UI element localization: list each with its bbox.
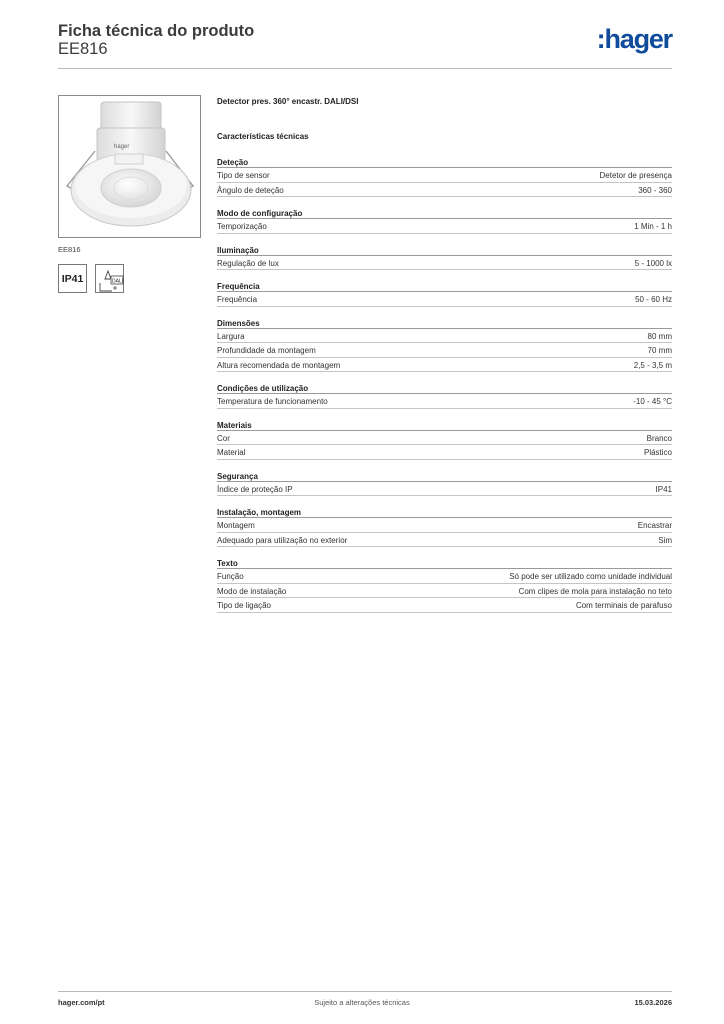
product-code: EE816 xyxy=(58,40,108,58)
spec-label: Cor xyxy=(217,433,230,443)
spec-value: Com terminais de parafuso xyxy=(575,601,672,610)
spec-label: Altura recomendada de montagem xyxy=(217,360,341,370)
spec-row xyxy=(217,358,672,373)
spec-value: 70 mm xyxy=(647,346,672,355)
section-title: Dimensões xyxy=(217,318,672,329)
spec-value: Plástico xyxy=(643,448,672,457)
spec-value: IP41 xyxy=(655,484,672,494)
spec-section xyxy=(217,157,672,197)
spec-section xyxy=(217,383,672,409)
section-title: Iluminação xyxy=(217,245,672,256)
section-title: Modo de configuração xyxy=(217,208,672,219)
spec-row xyxy=(217,183,672,198)
section-title: Condições de utilização xyxy=(217,383,672,394)
spec-label: Frequência xyxy=(217,295,258,304)
spec-row xyxy=(217,343,672,358)
spec-label: Material xyxy=(217,448,246,457)
spec-row xyxy=(217,584,672,599)
spec-row xyxy=(217,569,672,584)
spec-label: Tipo de ligação xyxy=(217,601,271,610)
spec-row xyxy=(217,168,672,183)
spec-value: Só pode ser utilizado como unidade individual xyxy=(509,572,672,581)
spec-section xyxy=(217,318,672,373)
spec-label: Tipo de sensor xyxy=(217,171,270,180)
svg-text:DALI: DALI xyxy=(112,278,124,285)
spec-value: Branco xyxy=(646,433,672,443)
spec-label: Modo de instalação xyxy=(217,586,287,596)
spec-section xyxy=(217,208,672,234)
section-title: Deteção xyxy=(217,157,672,168)
spec-value: Sim xyxy=(658,535,672,545)
svg-text:hager: hager xyxy=(114,144,130,150)
spec-section xyxy=(217,507,672,547)
spec-label: Regulação de lux xyxy=(217,258,279,268)
section-title: Texto xyxy=(217,558,672,569)
dali-certification-icon xyxy=(95,264,124,293)
presence-detector-image xyxy=(59,96,202,239)
spec-label: Ângulo de deteção xyxy=(217,185,284,195)
spec-row xyxy=(217,256,672,271)
spec-row xyxy=(217,394,672,409)
hager-logo: :hager xyxy=(596,24,672,54)
spec-row xyxy=(217,445,672,460)
spec-label: Largura xyxy=(217,331,245,341)
spec-label: Temporização xyxy=(217,222,267,231)
footer-date: 15.03.2026 xyxy=(634,998,672,1007)
spec-section xyxy=(217,420,672,460)
spec-row xyxy=(217,482,672,497)
spec-section xyxy=(217,558,672,613)
section-title: Segurança xyxy=(217,471,672,482)
spec-row xyxy=(217,518,672,533)
spec-sections xyxy=(217,157,672,613)
spec-label: Montagem xyxy=(217,521,255,530)
spec-section xyxy=(217,281,672,307)
spec-label: Temperatura de funcionamento xyxy=(217,397,328,406)
spec-label: Adequado para utilização no exterior xyxy=(217,535,348,545)
spec-label: Índice de proteção IP xyxy=(217,484,293,494)
footer-website: hager.com/pt xyxy=(58,998,105,1007)
spec-value: 50 - 60 Hz xyxy=(635,295,672,304)
spec-row xyxy=(217,292,672,307)
footer-divider xyxy=(58,991,672,992)
spec-row xyxy=(217,219,672,234)
spec-section xyxy=(217,245,672,271)
section-title: Materiais xyxy=(217,420,672,431)
spec-label: Função xyxy=(217,572,244,581)
header-divider xyxy=(58,68,672,69)
spec-value: Detetor de presença xyxy=(599,171,672,180)
spec-value: 360 - 360 xyxy=(638,185,672,195)
page-title: Ficha técnica do produto xyxy=(58,22,255,40)
product-image-caption: EE816 xyxy=(58,245,81,254)
ip-rating-badge: IP41 xyxy=(58,264,87,293)
spec-value: 5 - 1000 lx xyxy=(634,258,672,268)
spec-value: -10 - 45 °C xyxy=(633,397,672,406)
footer-notice: Sujeito a alterações técnicas xyxy=(314,998,410,1007)
section-title: Instalação, montagem xyxy=(217,507,672,518)
product-image xyxy=(58,95,201,238)
spec-label: Profundidade da montagem xyxy=(217,346,316,355)
spec-value: Encastrar xyxy=(637,521,672,530)
spec-section xyxy=(217,471,672,497)
spec-row xyxy=(217,329,672,344)
spec-row xyxy=(217,598,672,613)
spec-value: 80 mm xyxy=(647,331,672,341)
product-description: Detector pres. 360° encastr. DALI/DSI xyxy=(217,97,359,106)
spec-panel xyxy=(217,96,672,613)
spec-row xyxy=(217,533,672,548)
spec-heading: Características técnicas xyxy=(217,132,309,141)
spec-value: 1 Min - 1 h xyxy=(634,222,672,231)
section-title: Frequência xyxy=(217,281,672,292)
spec-value: Com clipes de mola para instalação no teto xyxy=(518,586,672,596)
spec-value: 2,5 - 3,5 m xyxy=(633,360,672,370)
spec-row xyxy=(217,431,672,446)
